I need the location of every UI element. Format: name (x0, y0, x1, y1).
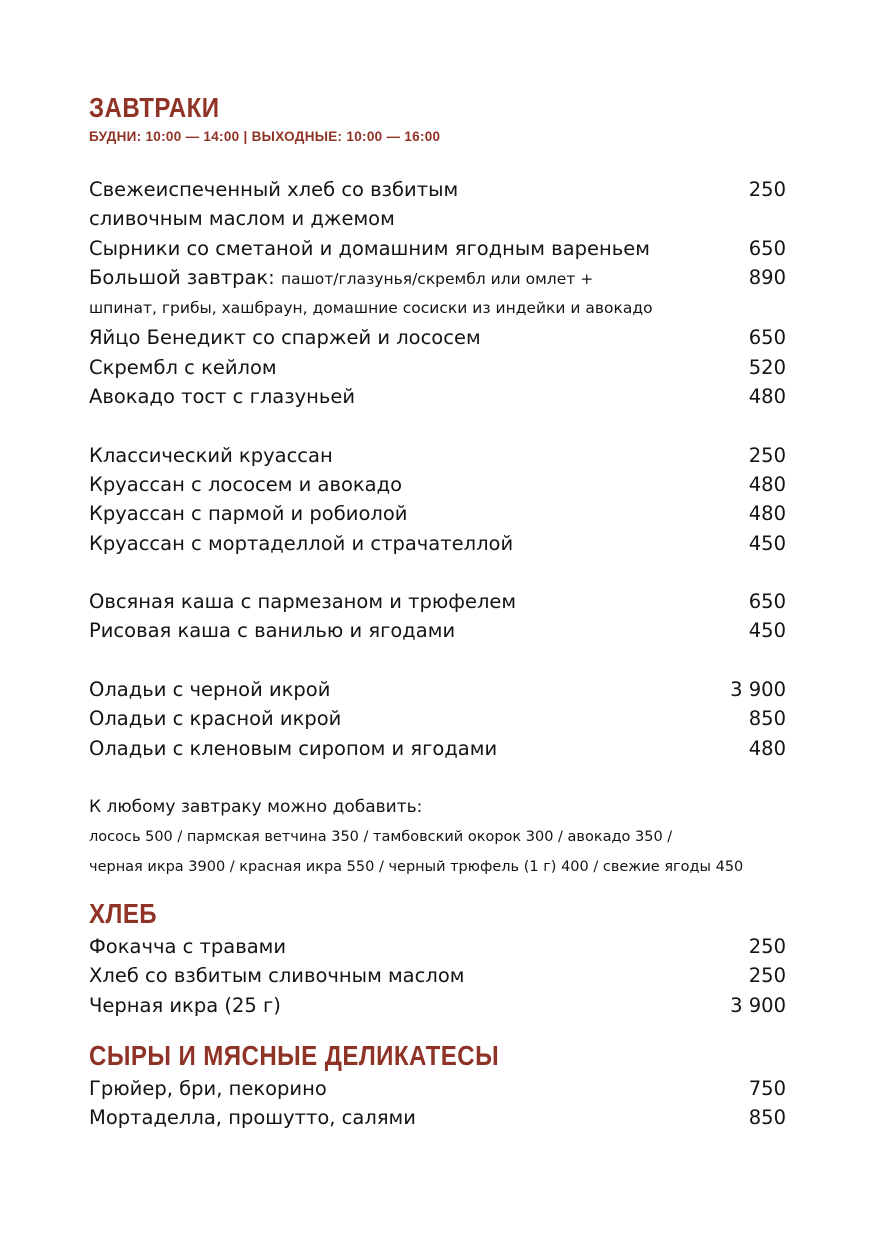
item-name: Мортаделла, прошутто, салями (89, 1106, 416, 1130)
item-name: Круассан с пармой и робиолой (89, 502, 408, 526)
item-name: Рисовая каша с ванилью и ягодами (89, 619, 456, 643)
addons-line: черная икра 3900 / красная икра 550 / черный трюфель (1 г) 400 / свежие ягоды 450 (89, 858, 744, 875)
menu-item (89, 587, 786, 616)
item-price: 850 (748, 1106, 786, 1130)
item-price: 480 (748, 736, 786, 760)
menu-item (89, 382, 786, 411)
item-name: Классический круассан (89, 443, 333, 467)
item-name: Овсяная каша с пармезаном и трюфелем (89, 590, 517, 614)
item-price: 480 (748, 502, 786, 526)
item-price: 520 (748, 355, 786, 379)
item-price: 480 (748, 472, 786, 496)
menu-item (89, 353, 786, 382)
item-price: 450 (748, 531, 786, 555)
menu-page (89, 90, 786, 1132)
item-name: Скрембл с кейлом (89, 355, 277, 379)
addons-line: лосось 500 / пармская ветчина 350 / тамбовский окорок 300 / авокадо 350 / (89, 828, 673, 845)
item-price: 3 900 (730, 993, 786, 1017)
item-name: Авокадо тост с глазуньей (89, 385, 356, 409)
item-price: 450 (748, 619, 786, 643)
item-name: Круассан с мортаделлой и страчателлой (89, 531, 514, 555)
item-name: Сырники со сметаной и домашним ягодным вареньем (89, 236, 650, 260)
menu-item (89, 1074, 786, 1103)
item-price: 250 (748, 964, 786, 988)
item-name: Яйцо Бенедикт со спаржей и лососем (89, 326, 481, 350)
menu-item (89, 734, 786, 763)
item-price: 480 (748, 385, 786, 409)
item-name: Большой завтрак: (89, 265, 275, 289)
menu-item (89, 175, 786, 234)
menu-item (89, 704, 786, 733)
bread-title: ХЛЕБ (89, 897, 158, 929)
item-price: 250 (748, 178, 786, 201)
menu-item (89, 234, 786, 263)
menu-item (89, 961, 786, 990)
item-name: Свежеиспеченный хлеб со взбитым (89, 178, 459, 201)
item-name: Оладьи с кленовым сиропом и ягодами (89, 736, 498, 760)
menu-item (89, 323, 786, 352)
menu-item (89, 675, 786, 704)
item-name: Оладьи с черной икрой (89, 678, 331, 702)
item-price: 250 (748, 443, 786, 467)
menu-item (89, 616, 786, 645)
menu-item (89, 1103, 786, 1132)
item-price: 850 (748, 707, 786, 731)
item-price: 650 (748, 236, 786, 260)
menu-item (89, 991, 786, 1020)
item-name: Фокачча с травами (89, 934, 287, 958)
item-name: Хлеб со взбитым сливочным маслом (89, 964, 465, 988)
item-name: Черная икра (25 г) (89, 993, 281, 1017)
breakfast-hours: БУДНИ: 10:00 — 14:00 | ВЫХОДНЫЕ: 10:00 — 16:00 (89, 129, 441, 144)
menu-item (89, 499, 786, 528)
addons-title: К любому завтраку можно добавить: (89, 796, 423, 817)
item-description: пашот/глазунья/скрембл или омлет + (280, 269, 594, 288)
item-name: Грюйер, бри, пекорино (89, 1076, 327, 1100)
item-price: 750 (748, 1076, 786, 1100)
item-name: Круассан с лососем и авокадо (89, 472, 403, 496)
item-price: 3 900 (730, 678, 786, 702)
item-price: 650 (748, 326, 786, 350)
menu-item (89, 470, 786, 499)
cheese-title: СЫРЫ И МЯСНЫЕ ДЕЛИКАТЕСЫ (89, 1039, 500, 1071)
item-price: 890 (748, 265, 786, 289)
breakfast-title: ЗАВТРАКИ (89, 92, 220, 123)
item-description-cont: шпинат, грибы, хашбраун, домашние сосиски из индейки и авокадо (89, 299, 653, 318)
item-name: Оладьи с красной икрой (89, 707, 342, 731)
menu-item (89, 529, 786, 558)
item-price: 650 (748, 590, 786, 614)
menu-item (89, 932, 786, 961)
item-name-cont: сливочным маслом и джемом (89, 207, 395, 231)
menu-item (89, 441, 786, 470)
menu-item (89, 263, 786, 324)
item-price: 250 (748, 934, 786, 958)
